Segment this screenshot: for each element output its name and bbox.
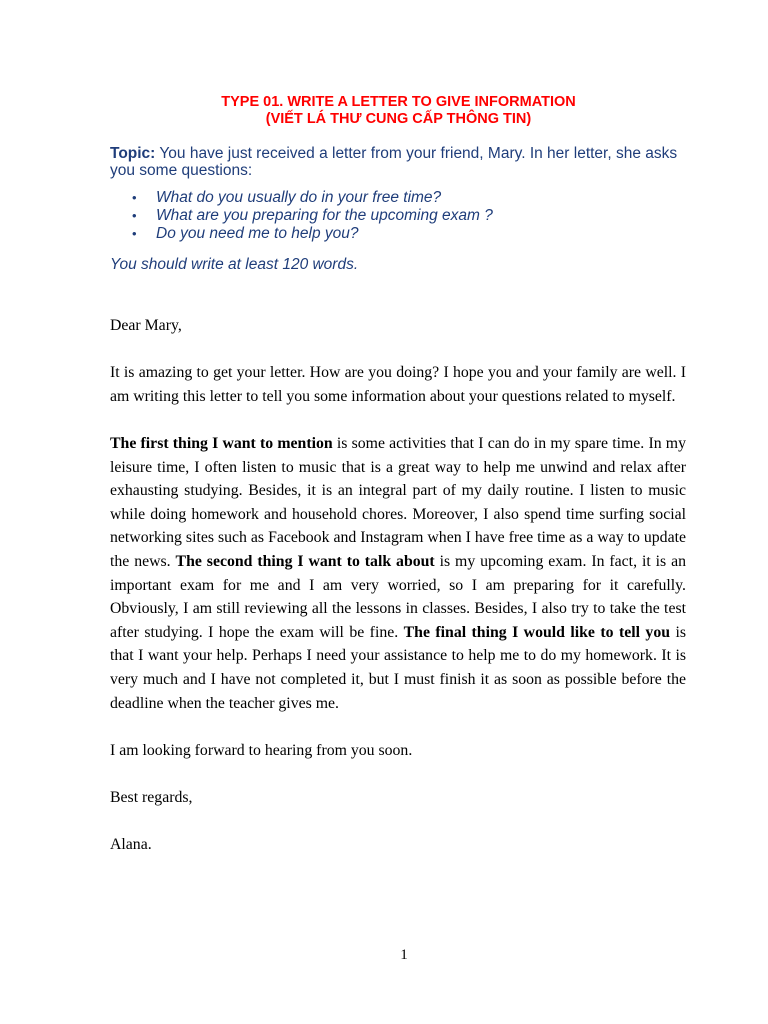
bullet-icon: •	[132, 190, 137, 205]
question-item	[132, 207, 690, 225]
transition-phrase-3: The final thing I would like to tell you	[403, 623, 671, 641]
question-text: What are you preparing for the upcoming exam ?	[156, 207, 493, 224]
topic-label: Topic:	[110, 145, 156, 162]
bullet-icon: •	[132, 226, 137, 241]
title-line-1: TYPE 01. WRITE A LETTER TO GIVE INFORMATION	[221, 94, 576, 110]
bullet-icon: •	[132, 208, 137, 223]
question-text: Do you need me to help you?	[156, 225, 359, 242]
signature: Alana.	[110, 836, 152, 854]
topic-paragraph	[110, 145, 690, 179]
title-line-2: (VIẾT LÁ THƯ CUNG CẤP THÔNG TIN)	[265, 111, 532, 127]
main-text-2: is my upcoming exam. In fact, it is an important exam for me and I am very worried, so I am preparing for it carefully. Obviously, I am still reviewing all the lessons in classes. Besides, I also try to take the test after studying. I hope the exam will be fine.	[110, 552, 686, 641]
question-text: What do you usually do in your free time?	[156, 189, 442, 206]
transition-phrase-2: The second thing I want to talk about	[175, 552, 435, 570]
question-item	[132, 189, 690, 207]
topic-text: You have just received a letter from your friend, Mary. In her letter, she asks you some questions:	[110, 145, 678, 179]
main-paragraph	[110, 432, 686, 715]
task-prompt	[110, 145, 690, 273]
intro-paragraph: It is amazing to get your letter. How are you doing? I hope you and your family are well. I am writing this letter to tell you some information about your questions related to myself.	[110, 364, 686, 405]
main-text-1: is some activities that I can do in my spare time. In my leisure time, I often listen to music that is a great way to help me unwind and relax after exhausting studying. Besides, it is an integral part of my daily routine. I listen to music while doing homework and household chores. Moreover, I also spend time surfing social networking sites such as Facebook and Instagram when I have free time as a way to update the news.	[110, 434, 686, 570]
document-title	[0, 94, 768, 128]
question-item	[132, 225, 690, 243]
closing-line: I am looking forward to hearing from you soon.	[110, 741, 413, 759]
salutation: Dear Mary,	[110, 317, 182, 334]
main-text-3: is that I want your help. Perhaps I need your assistance to help me to do my homework. It is very much and I have not completed it, but I must finish it as soon as possible before the deadline when the teacher gives me.	[110, 623, 686, 712]
question-list	[110, 189, 690, 243]
page-number: 1	[400, 947, 408, 963]
signoff: Best regards,	[110, 788, 193, 806]
transition-phrase-1: The first thing I want to mention	[110, 434, 333, 452]
word-count-instruction: You should write at least 120 words.	[110, 256, 359, 273]
letter-body	[110, 314, 686, 880]
